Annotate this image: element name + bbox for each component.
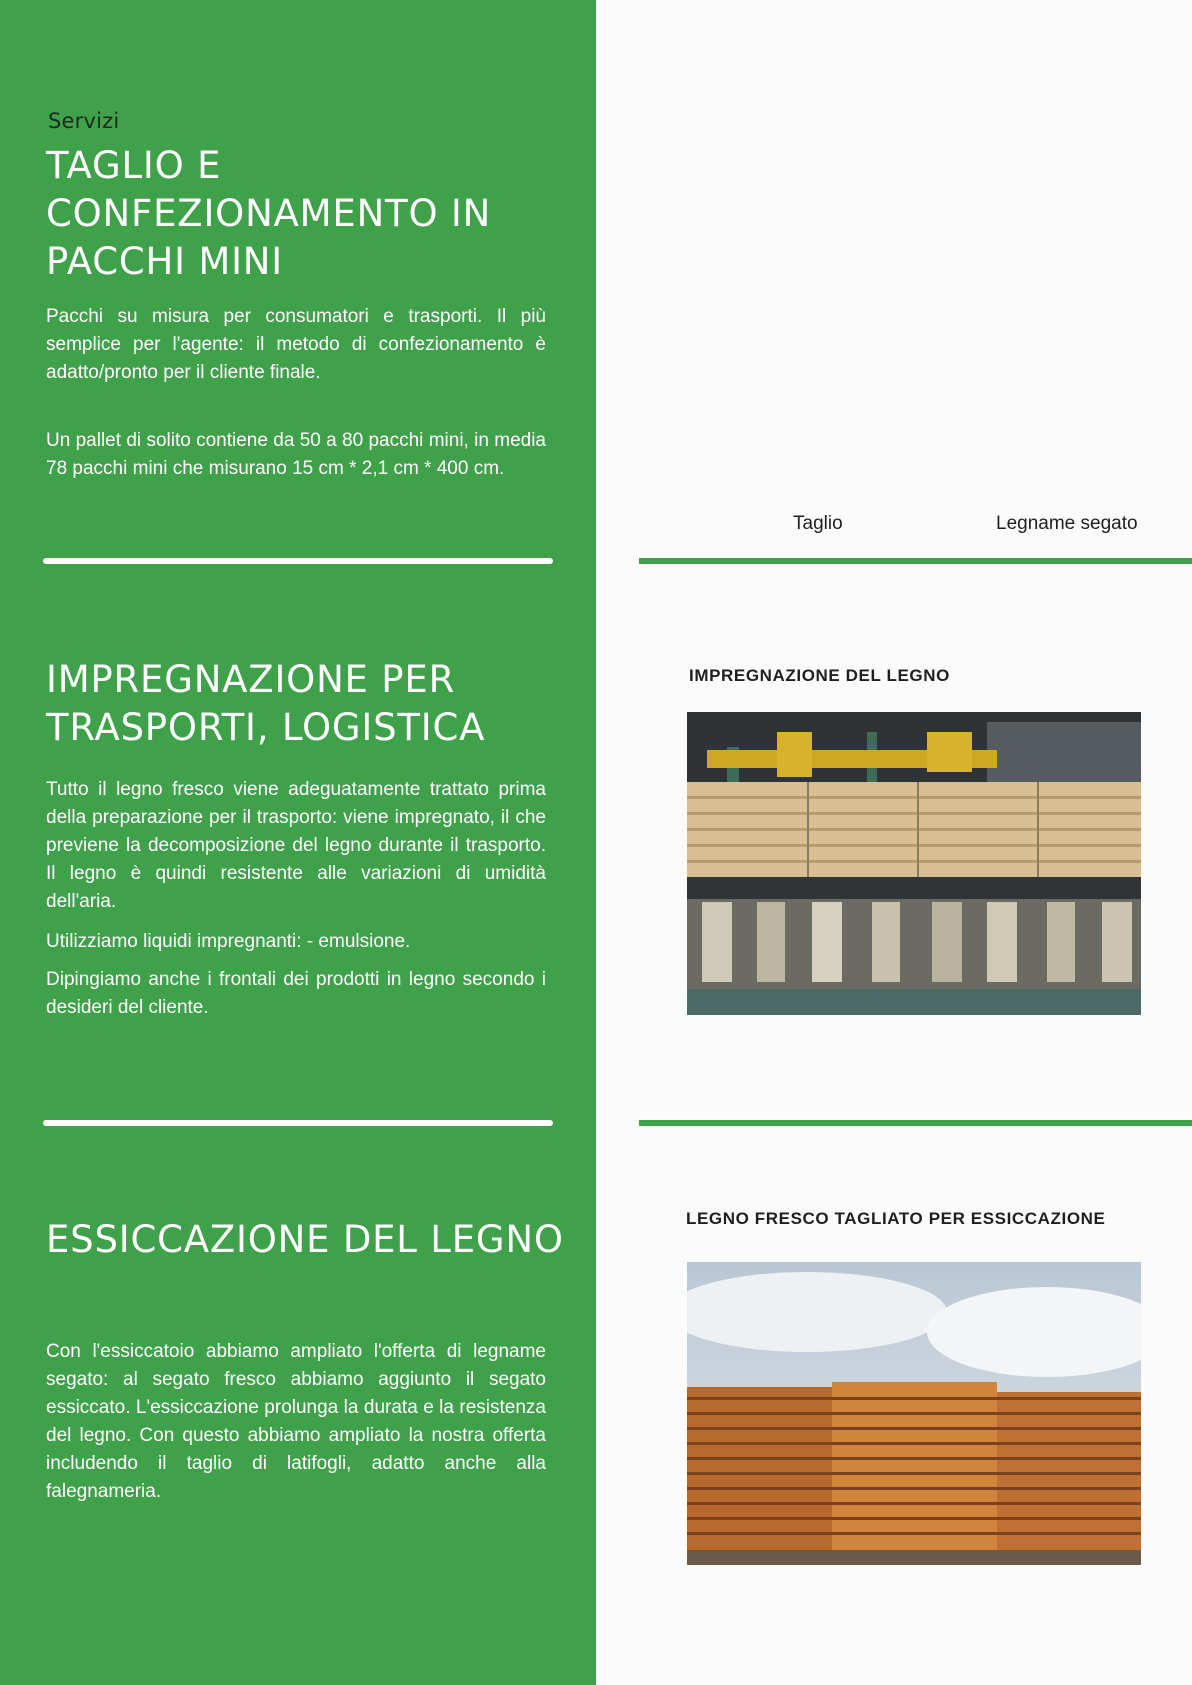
tab-taglio[interactable]: Taglio bbox=[793, 513, 843, 534]
caption-essiccazione: LEGNO FRESCO TAGLIATO PER ESSICCAZIONE bbox=[686, 1209, 1106, 1228]
heading-taglio: TAGLIO E CONFEZIONAMENTO IN PACCHI MINI bbox=[46, 144, 492, 283]
paragraph-essiccazione-1: Con l'essiccatoio abbiamo ampliato l'offerta di legname segato: al segato fresco abbiamo aggiunto il segato essiccato. L'essiccazione prolunga la durata e la resistenza del legno. Con questo abbiamo ampliato la nostra offerta includendo il taglio di latifogli, adatto anche alla falegnameria. bbox=[46, 1341, 546, 1502]
divider bbox=[43, 558, 553, 564]
heading-essiccazione: ESSICCAZIONE DEL LEGNO bbox=[46, 1218, 564, 1261]
divider-green-2 bbox=[639, 1120, 1192, 1126]
paragraph-impregnazione-3: Dipingiamo anche i frontali dei prodotti in legno secondo i desideri del cliente. bbox=[46, 969, 546, 1018]
heading-impregnazione: IMPREGNAZIONE PER TRASPORTI, LOGISTICA bbox=[46, 658, 486, 749]
paragraph-taglio-2: Un pallet di solito contiene da 50 a 80 pacchi mini, in media 78 pacchi mini che misurano 15 cm * 2,1 cm * 400 cm. bbox=[46, 430, 546, 479]
paragraph-impregnazione-1: Tutto il legno fresco viene adeguatamente trattato prima della preparazione per il trasporto: viene impregnato, il che previene la decomposizione del legno durante il trasporto. Il legno è quindi resistente alle variazioni di umidità dell'aria. bbox=[46, 779, 546, 912]
caption-impregnazione: IMPREGNAZIONE DEL LEGNO bbox=[689, 666, 950, 685]
photo-essiccazione bbox=[687, 1262, 1141, 1565]
paragraph-taglio-1: Pacchi su misura per consumatori e trasporti. Il più semplice per l'agente: il metodo di confezionamento è adatto/pronto per il cliente finale. bbox=[46, 306, 546, 383]
tab-legname-segato[interactable]: Legname segato bbox=[996, 513, 1138, 534]
tab-underline bbox=[639, 558, 1192, 564]
paragraph-impregnazione-2: Utilizziamo liquidi impregnanti: - emulsione. bbox=[46, 931, 411, 952]
divider bbox=[43, 1120, 553, 1126]
section-eyebrow: Servizi bbox=[48, 109, 120, 133]
photo-impregnazione bbox=[687, 712, 1141, 1015]
